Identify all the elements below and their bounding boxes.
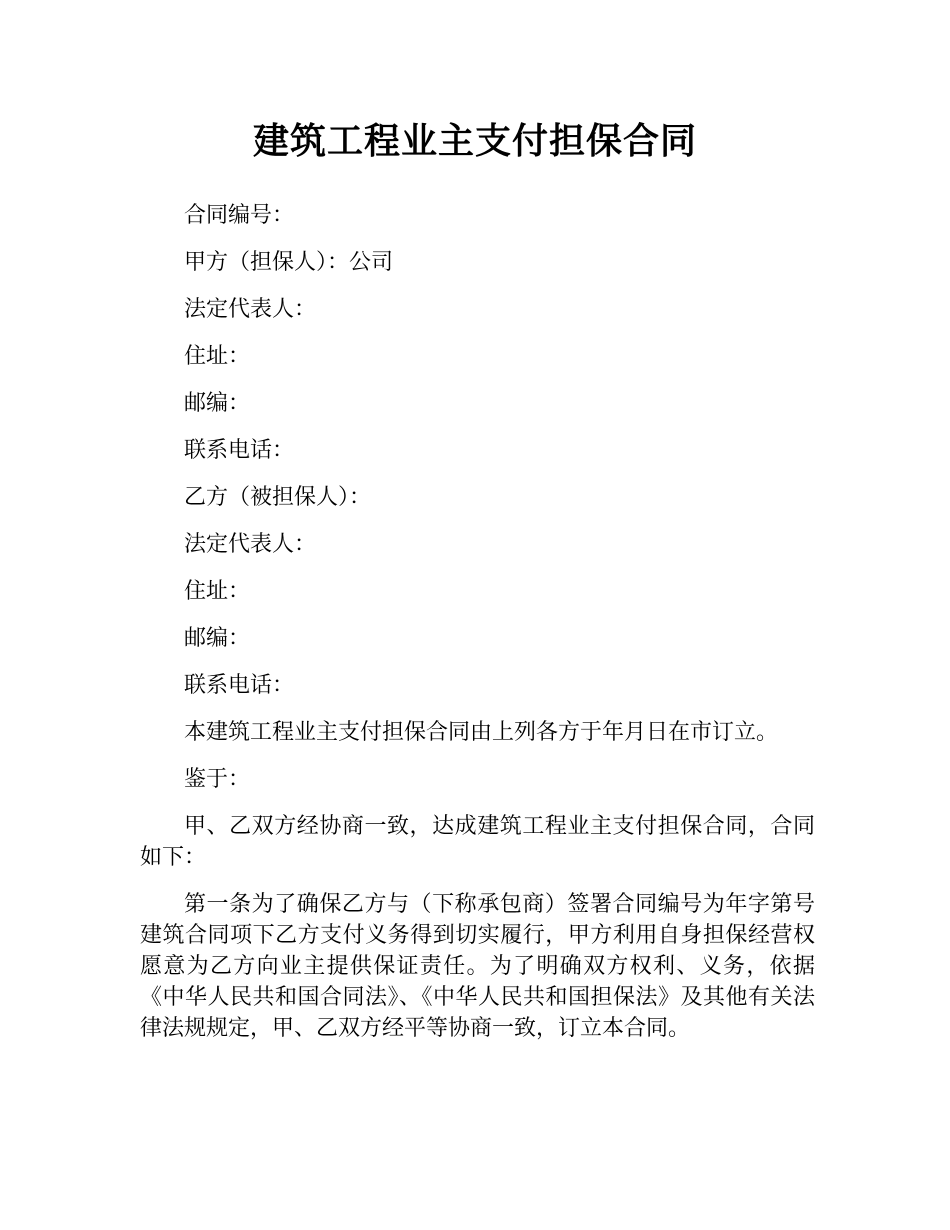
party-b-postcode-line: 邮编：: [184, 626, 251, 651]
party-b-legal-rep-line: 法定代表人：: [184, 532, 317, 557]
party-b-phone-line: 联系电话：: [184, 673, 295, 698]
party-a-line: 甲方（担保人）：公司: [184, 250, 394, 275]
article-one-paragraph: 第一条为了确保乙方与（下称承包商）签署合同编号为年字第号建筑合同项下乙方支付义务得到切实履行，甲方利用自身担保经营权愿意为乙方向业主提供保证责任。为了明确双方权利、义务，依据《中华人民共和国合同法》、《中华人民共和国担保法》及其他有关法律法规规定，甲、乙双方经平等协商一致，订立本合同。: [140, 892, 815, 1041]
signing-statement-paragraph: 本建筑工程业主支付担保合同由上列各方于年月日在市订立。: [184, 720, 779, 745]
contract-number-line: 合同编号：: [184, 203, 295, 228]
document-body: [140, 200, 815, 1060]
party-b-line: 乙方（被担保人）：: [184, 485, 372, 510]
party-b-address-line: 住址：: [184, 579, 251, 604]
party-a-address-line: 住址：: [184, 344, 251, 369]
whereas-heading: 鉴于：: [184, 767, 251, 792]
document-title: 建筑工程业主支付担保合同: [252, 121, 697, 162]
agreement-intro-paragraph: 甲、乙双方经协商一致，达成建筑工程业主支付担保合同，合同如下：: [140, 814, 815, 870]
party-a-postcode-line: 邮编：: [184, 391, 251, 416]
party-a-legal-rep-line: 法定代表人：: [184, 297, 317, 322]
party-a-phone-line: 联系电话：: [184, 438, 295, 463]
